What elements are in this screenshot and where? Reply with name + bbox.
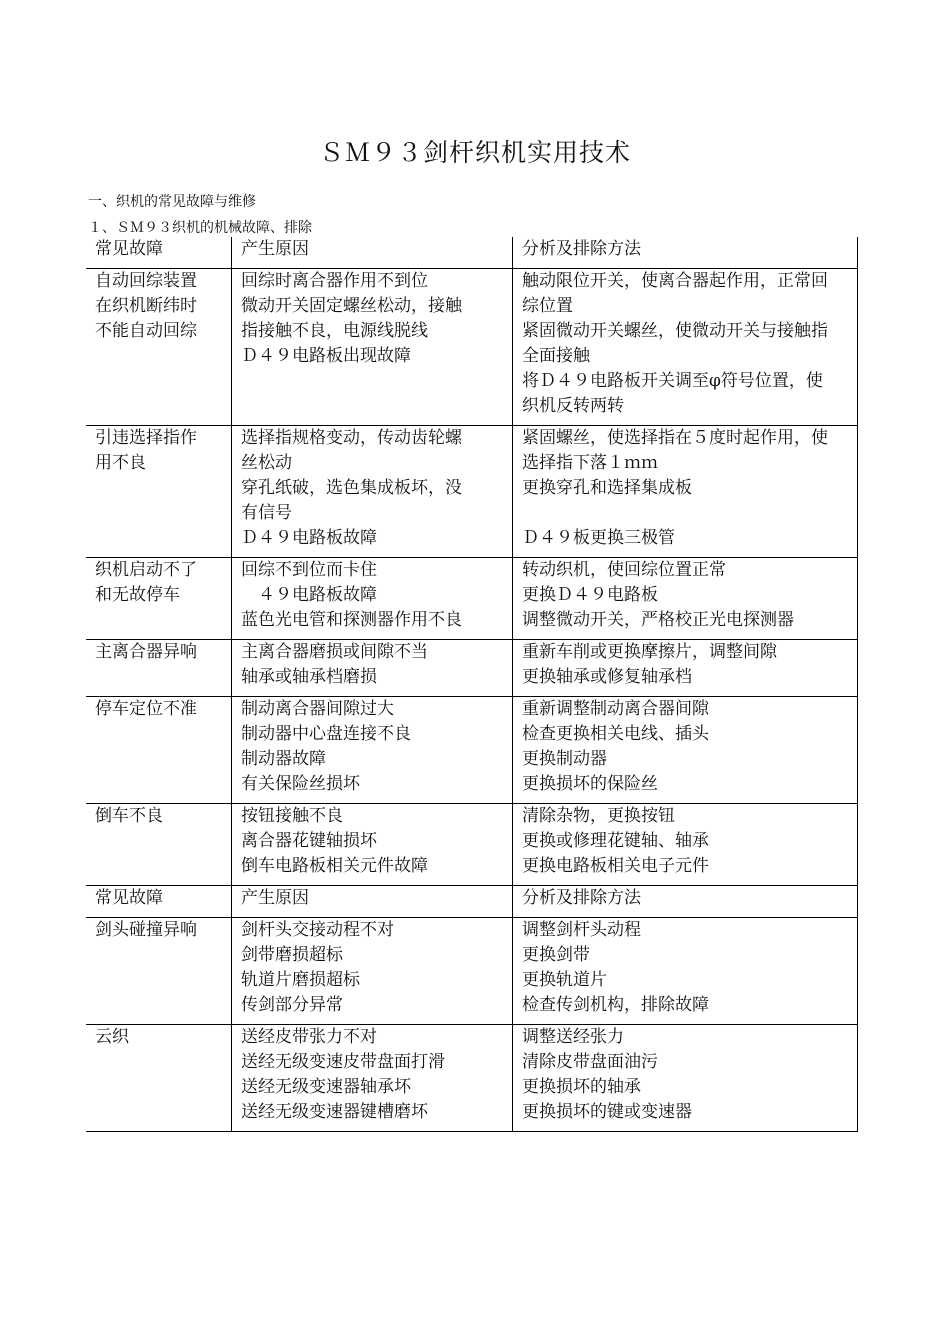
fault-table bbox=[86, 237, 858, 1132]
cell-line: 穿孔纸破，选色集成板坏，没 bbox=[241, 478, 462, 498]
table-row bbox=[86, 1025, 858, 1132]
fault-cell bbox=[86, 237, 232, 269]
cell-line: 用不良 bbox=[95, 453, 146, 473]
cause-cell bbox=[232, 918, 513, 1025]
cell-line: 送经皮带张力不对 bbox=[241, 1027, 377, 1047]
cell-line: 分析及排除方法 bbox=[522, 888, 641, 908]
cell-line: 清除杂物，更换按钮 bbox=[522, 806, 675, 826]
cell-line: 云织 bbox=[95, 1027, 129, 1047]
cell-line: Ｄ４９板更换三极管 bbox=[522, 528, 675, 548]
cell-line: 织机启动不了 bbox=[95, 560, 197, 580]
cell-line: 更换Ｄ４９电路板 bbox=[522, 585, 658, 605]
cell-line: 倒车不良 bbox=[95, 806, 163, 826]
fault-cell bbox=[86, 426, 232, 558]
cell-line: 调整送经张力 bbox=[522, 1027, 624, 1047]
remedy-cell bbox=[513, 269, 858, 426]
cell-line: 送经无级变速皮带盘面打滑 bbox=[241, 1052, 445, 1072]
cell-line: 轴承或轴承档磨损 bbox=[241, 667, 377, 687]
cell-line: 停车定位不准 bbox=[95, 699, 197, 719]
cause-cell bbox=[232, 697, 513, 804]
table-row bbox=[86, 918, 858, 1025]
cause-cell bbox=[232, 269, 513, 426]
cell-line: 丝松动 bbox=[241, 453, 292, 473]
fault-cell bbox=[86, 640, 232, 697]
cell-line: 更换穿孔和选择集成板 bbox=[522, 478, 692, 498]
cell-line: 主离合器异响 bbox=[95, 642, 197, 662]
cell-line: 在织机断纬时 bbox=[95, 296, 197, 316]
cell-line: 重新调整制动离合器间隙 bbox=[522, 699, 709, 719]
remedy-cell bbox=[513, 886, 858, 918]
remedy-cell bbox=[513, 640, 858, 697]
fault-cell bbox=[86, 697, 232, 804]
cell-line: 回综时离合器作用不到位 bbox=[241, 271, 428, 291]
cell-line: 全面接触 bbox=[522, 346, 590, 366]
cell-line: 制动器故障 bbox=[241, 749, 326, 769]
cell-line: 微动开关固定螺丝松动，接触 bbox=[241, 296, 462, 316]
cell-line: 转动织机，使回综位置正常 bbox=[522, 560, 726, 580]
cell-line: 常见故障 bbox=[95, 239, 163, 259]
remedy-cell bbox=[513, 426, 858, 558]
cell-line: 综位置 bbox=[522, 296, 573, 316]
remedy-cell bbox=[513, 237, 858, 269]
cause-cell bbox=[232, 1025, 513, 1132]
table-row bbox=[86, 237, 858, 269]
fault-cell bbox=[86, 269, 232, 426]
cell-line: 更换轴承或修复轴承档 bbox=[522, 667, 692, 687]
cell-line: 离合器花键轴损坏 bbox=[241, 831, 377, 851]
cell-line: 和无故停车 bbox=[95, 585, 180, 605]
cell-line: 清除皮带盘面油污 bbox=[522, 1052, 658, 1072]
cell-line: 织机反转两转 bbox=[522, 396, 624, 416]
cause-cell bbox=[232, 640, 513, 697]
cell-line: 重新车削或更换摩擦片，调整间隙 bbox=[522, 642, 777, 662]
table-row bbox=[86, 269, 858, 426]
cell-line: 更换电路板相关电子元件 bbox=[522, 856, 709, 876]
remedy-cell bbox=[513, 918, 858, 1025]
cell-line bbox=[522, 501, 857, 526]
cell-line: 更换或修理花键轴、轴承 bbox=[522, 831, 709, 851]
remedy-cell bbox=[513, 558, 858, 640]
section-heading: 一、织机的常见故障与维修 bbox=[88, 194, 256, 210]
remedy-cell bbox=[513, 1025, 858, 1132]
cell-line: 蓝色光电管和探测器作用不良 bbox=[241, 610, 462, 630]
cell-line: 倒车电路板相关元件故障 bbox=[241, 856, 428, 876]
fault-cell bbox=[86, 918, 232, 1025]
cell-line: 更换剑带 bbox=[522, 945, 590, 965]
cell-line: 有信号 bbox=[241, 503, 292, 523]
cell-line: 产生原因 bbox=[241, 239, 309, 259]
cause-cell bbox=[232, 426, 513, 558]
cell-line: 制动离合器间隙过大 bbox=[241, 699, 394, 719]
remedy-cell bbox=[513, 697, 858, 804]
cell-line: 有关保险丝损坏 bbox=[241, 774, 360, 794]
cell-line: 检查传剑机构，排除故障 bbox=[522, 995, 709, 1015]
fault-table-body bbox=[86, 237, 858, 1132]
cell-line: 剑头碰撞异响 bbox=[95, 920, 197, 940]
table-row bbox=[86, 697, 858, 804]
cell-line: 触动限位开关，使离合器起作用，正常回 bbox=[522, 271, 828, 291]
cell-line: 产生原因 bbox=[241, 888, 309, 908]
remedy-cell bbox=[513, 804, 858, 886]
cell-line: 更换损坏的键或变速器 bbox=[522, 1102, 692, 1122]
table-row bbox=[86, 640, 858, 697]
table-row bbox=[86, 426, 858, 558]
cell-line: Ｄ４９电路板出现故障 bbox=[241, 346, 411, 366]
cell-line: ４９电路板故障 bbox=[241, 585, 377, 605]
cell-line: 传剑部分异常 bbox=[241, 995, 343, 1015]
subsection-heading: １、ＳＭ９３织机的机械故障、排除 bbox=[88, 220, 312, 236]
table-row bbox=[86, 886, 858, 918]
cell-line: 剑带磨损超标 bbox=[241, 945, 343, 965]
document-title: ＳＭ９３剑杆织机实用技术 bbox=[318, 138, 631, 167]
table-row bbox=[86, 804, 858, 886]
cell-line: 选择指规格变动，传动齿轮螺 bbox=[241, 428, 462, 448]
cell-line: 主离合器磨损或间隙不当 bbox=[241, 642, 428, 662]
fault-cell bbox=[86, 804, 232, 886]
cause-cell bbox=[232, 558, 513, 640]
cell-line: 更换损坏的轴承 bbox=[522, 1077, 641, 1097]
cell-line: 紧固螺丝，使选择指在５度时起作用，使 bbox=[522, 428, 828, 448]
cell-line: 更换制动器 bbox=[522, 749, 607, 769]
cell-line: 引违选择指作 bbox=[95, 428, 197, 448]
fault-cell bbox=[86, 1025, 232, 1132]
cell-line: 送经无级变速器键槽磨坏 bbox=[241, 1102, 428, 1122]
cell-line: Ｄ４９电路板故障 bbox=[241, 528, 377, 548]
fault-cell bbox=[86, 886, 232, 918]
cause-cell bbox=[232, 886, 513, 918]
cell-line: 不能自动回综 bbox=[95, 321, 197, 341]
cell-line: 调整剑杆头动程 bbox=[522, 920, 641, 940]
fault-cell bbox=[86, 558, 232, 640]
cell-line: 常见故障 bbox=[95, 888, 163, 908]
cell-line: 分析及排除方法 bbox=[522, 239, 641, 259]
cell-line: 送经无级变速器轴承坏 bbox=[241, 1077, 411, 1097]
cell-line: 检查更换相关电线、插头 bbox=[522, 724, 709, 744]
cell-line: 调整微动开关，严格校正光电探测器 bbox=[522, 610, 794, 630]
cause-cell bbox=[232, 237, 513, 269]
cell-line: 选择指下落１ｍｍ bbox=[522, 453, 658, 473]
cell-line: 指接触不良，电源线脱线 bbox=[241, 321, 428, 341]
cell-line: 将Ｄ４９电路板开关调至φ符号位置，使 bbox=[522, 371, 823, 391]
cell-line: 轨道片磨损超标 bbox=[241, 970, 360, 990]
cell-line: 回综不到位而卡住 bbox=[241, 560, 377, 580]
cell-line: 紧固微动开关螺丝，使微动开关与接触指 bbox=[522, 321, 828, 341]
cell-line: 按钮接触不良 bbox=[241, 806, 343, 826]
cell-line: 制动器中心盘连接不良 bbox=[241, 724, 411, 744]
cell-line: 自动回综装置 bbox=[95, 271, 197, 291]
cell-line: 更换损坏的保险丝 bbox=[522, 774, 658, 794]
table-row bbox=[86, 558, 858, 640]
cause-cell bbox=[232, 804, 513, 886]
cell-line: 更换轨道片 bbox=[522, 970, 607, 990]
cell-line: 剑杆头交接动程不对 bbox=[241, 920, 394, 940]
